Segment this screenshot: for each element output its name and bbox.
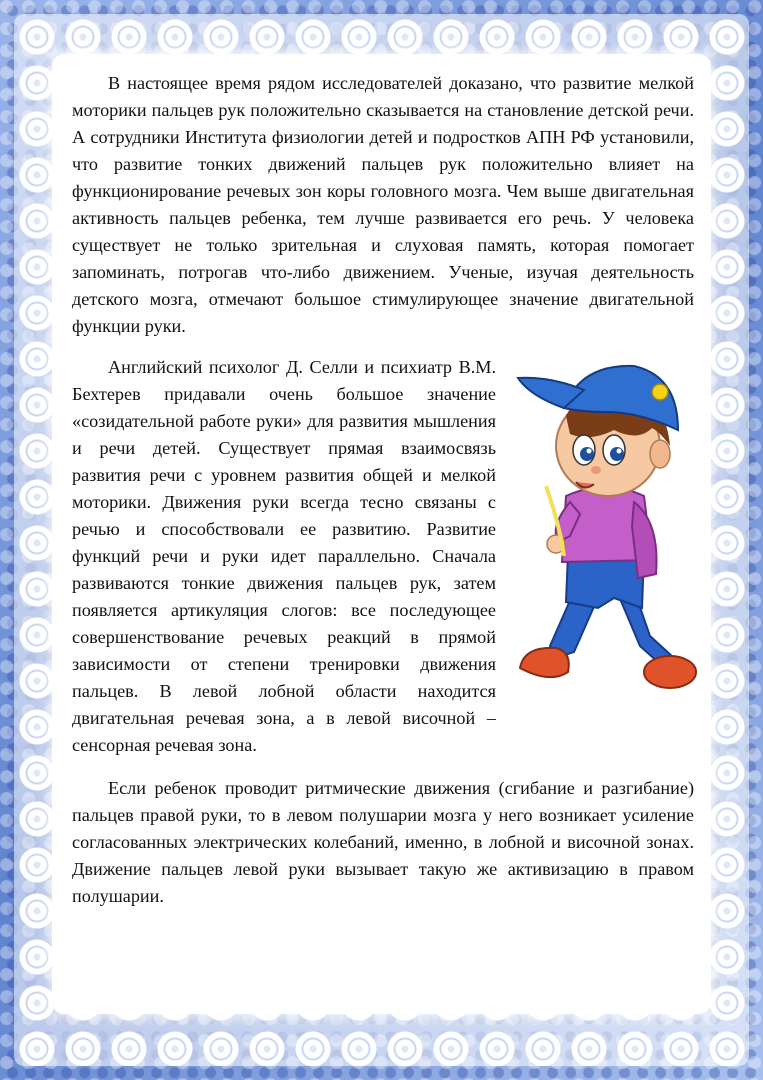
paragraph-3: Если ребенок проводит ритмические движения (сгибание и разгибание) пальцев правой руки, то в левом полушарии мозга у него возникает усиление согласованных электрических колебаний, именно, в лобной и височной зонах. Движение пальцев левой руки вызывает такую же активизацию в правом полушарии.: [72, 778, 694, 906]
paragraph-1: В настоящее время рядом исследователей доказано, что развитие мелкой моторики пальцев рук положительно сказывается на становление детской речи. А сотрудники Института физиологии детей и подростков АПН РФ установили, что развитие тонких движений пальцев рук положительно влияет на функционирование речевых зон коры головного мозга. Чем выше двигательная активность пальцев ребенка, тем лучше развивается его речь. У человека существует не только зрительная и слуховая память, которая помогает запоминать, потрогав что-либо движением. Ученые, изучая деятельность детского мозга, отмечают большое стимулирующее значение двигательной функции руки.: [72, 73, 694, 336]
article-text: [72, 70, 694, 910]
cartoon-boy-walking-icon: [510, 346, 706, 716]
paragraph-2: Английский психолог Д. Селли и психиатр В.М. Бехтерев придавали очень большое значение «созидательной работе руки» для развития мышления и речи детей. Существует прямая взаимосвязь развития речи с уровнем развития общей и мелкой моторики. Движения руки всегда тесно связаны с речью и способствовали ее развитию. Развитие функций речи и руки идет параллельно. Сначала развиваются тонкие движения пальцев рук, затем появляется артикуляция слогов: все последующее совершенствование речевых реакций в прямой зависимости от степени тренировки движения пальцев. В левой лобной области находится двигательная речевая зона, а в левой височной – сенсорная речевая зона.: [72, 357, 496, 755]
